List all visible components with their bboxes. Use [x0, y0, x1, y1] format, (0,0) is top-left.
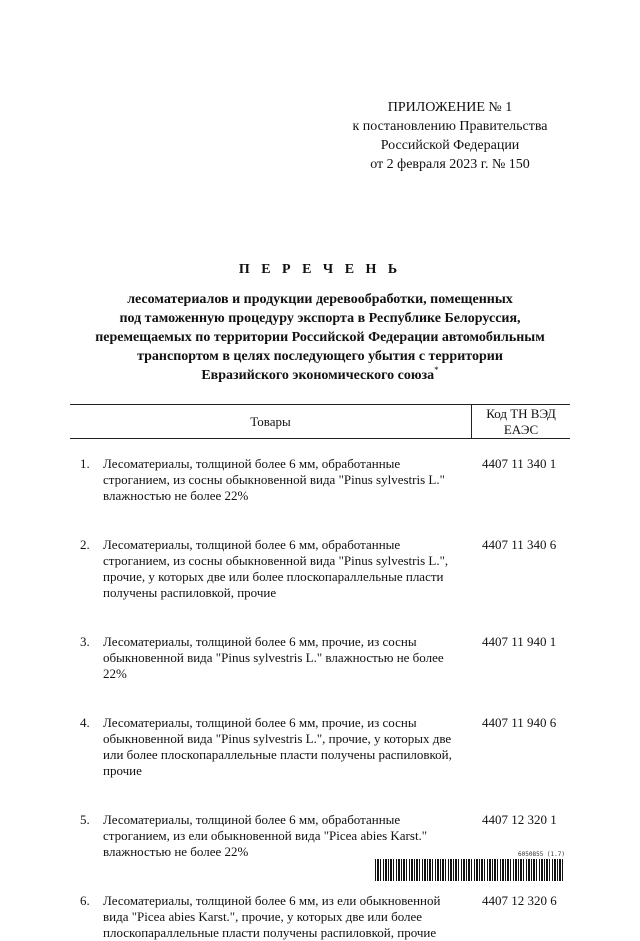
row-description-line: влажностью не более 22% — [103, 488, 249, 503]
row-description-line: обыкновенной вида "Pinus sylvestris L." влажностью не более — [103, 650, 444, 665]
list-heading — [70, 260, 570, 385]
row-code: 4407 11 340 1 — [482, 456, 557, 471]
heading-line — [70, 366, 570, 385]
row-description-line: строганием, из сосны обыкновенной вида "Pinus sylvestris L.", — [103, 553, 449, 568]
column-header-code-line: ЕАЭС — [503, 422, 539, 437]
row-code: 4407 11 340 6 — [482, 537, 557, 552]
row-code: 4407 12 320 1 — [482, 812, 557, 827]
heading-line: лесоматериалов и продукции деревообработки, помещенных — [127, 292, 513, 307]
row-description — [103, 715, 453, 779]
row-number: 4. — [80, 715, 90, 730]
row-code: 4407 12 320 6 — [482, 893, 557, 908]
table-row — [70, 893, 570, 941]
row-description-line: строганием, из сосны обыкновенной вида "Pinus sylvestris L." — [103, 472, 445, 487]
table-header — [70, 404, 570, 439]
table-row — [70, 456, 570, 504]
appendix-line: Российской Федерации — [380, 138, 520, 153]
appendix-block — [330, 98, 570, 174]
row-description-line: 22% — [103, 666, 127, 681]
row-description-line: прочие — [103, 763, 142, 778]
column-header-code — [472, 406, 570, 438]
heading-line: под таможенную процедуру экспорта в Республике Белоруссия, — [119, 311, 521, 326]
appendix-title: ПРИЛОЖЕНИЕ № 1 — [387, 100, 513, 115]
table-row — [70, 537, 570, 601]
row-description-line: влажностью не более 22% — [103, 844, 249, 859]
list-title: П Е Р Е Ч Е Н Ь — [238, 262, 402, 277]
row-description — [103, 634, 453, 682]
row-number: 6. — [80, 893, 90, 908]
row-description — [103, 537, 453, 601]
row-number: 2. — [80, 537, 90, 552]
column-header-code-line: Код ТН ВЭД — [486, 406, 556, 421]
row-code: 4407 11 940 6 — [482, 715, 557, 730]
row-number: 1. — [80, 456, 90, 471]
row-description-line: Лесоматериалы, толщиной более 6 мм, из ели обыкновенной — [103, 893, 441, 908]
footnote-mark: * — [434, 365, 439, 375]
row-description-line: прочие, у которых две или более плоскопараллельные пласти — [103, 569, 444, 584]
row-description-line: или более плоскопараллельные пласти получены распиловкой, — [103, 747, 452, 762]
row-description-line: плоскопараллельные пласти получены распиловкой, прочие — [103, 925, 437, 940]
row-description-line: Лесоматериалы, толщиной более 6 мм, обработанные — [103, 812, 401, 827]
row-description-line: Лесоматериалы, толщиной более 6 мм, прочие, из сосны — [103, 715, 417, 730]
barcode-label: 6050855 (1.7) — [518, 851, 565, 858]
barcode-bars — [375, 859, 565, 881]
barcode — [375, 851, 565, 881]
row-description-line: Лесоматериалы, толщиной более 6 мм, обработанные — [103, 537, 401, 552]
heading-line: перемещаемых по территории Российской Федерации автомобильным — [95, 330, 545, 345]
heading-line-text: Евразийского экономического союза — [201, 368, 435, 383]
column-header-goods: Товары — [250, 414, 291, 429]
row-description — [103, 456, 453, 504]
row-description-line: строганием, из ели обыкновенной вида "Picea abies Karst." — [103, 828, 428, 843]
heading-line: транспортом в целях последующего убытия с территории — [137, 349, 503, 364]
row-number: 3. — [80, 634, 90, 649]
row-description-line: вида "Picea abies Karst.", прочие, у которых две или более — [103, 909, 423, 924]
row-description-line: Лесоматериалы, толщиной более 6 мм, обработанные — [103, 456, 401, 471]
row-description-line: Лесоматериалы, толщиной более 6 мм, прочие, из сосны — [103, 634, 417, 649]
row-description-line: получены распиловкой, прочие — [103, 585, 277, 600]
table-row — [70, 634, 570, 682]
row-description-line: обыкновенной вида "Pinus sylvestris L.", прочие, у которых две — [103, 731, 452, 746]
row-description — [103, 893, 453, 941]
table-row — [70, 715, 570, 779]
appendix-date: от 2 февраля 2023 г. № 150 — [370, 157, 530, 172]
row-number: 5. — [80, 812, 90, 827]
row-code: 4407 11 940 1 — [482, 634, 557, 649]
appendix-line: к постановлению Правительства — [352, 119, 548, 134]
